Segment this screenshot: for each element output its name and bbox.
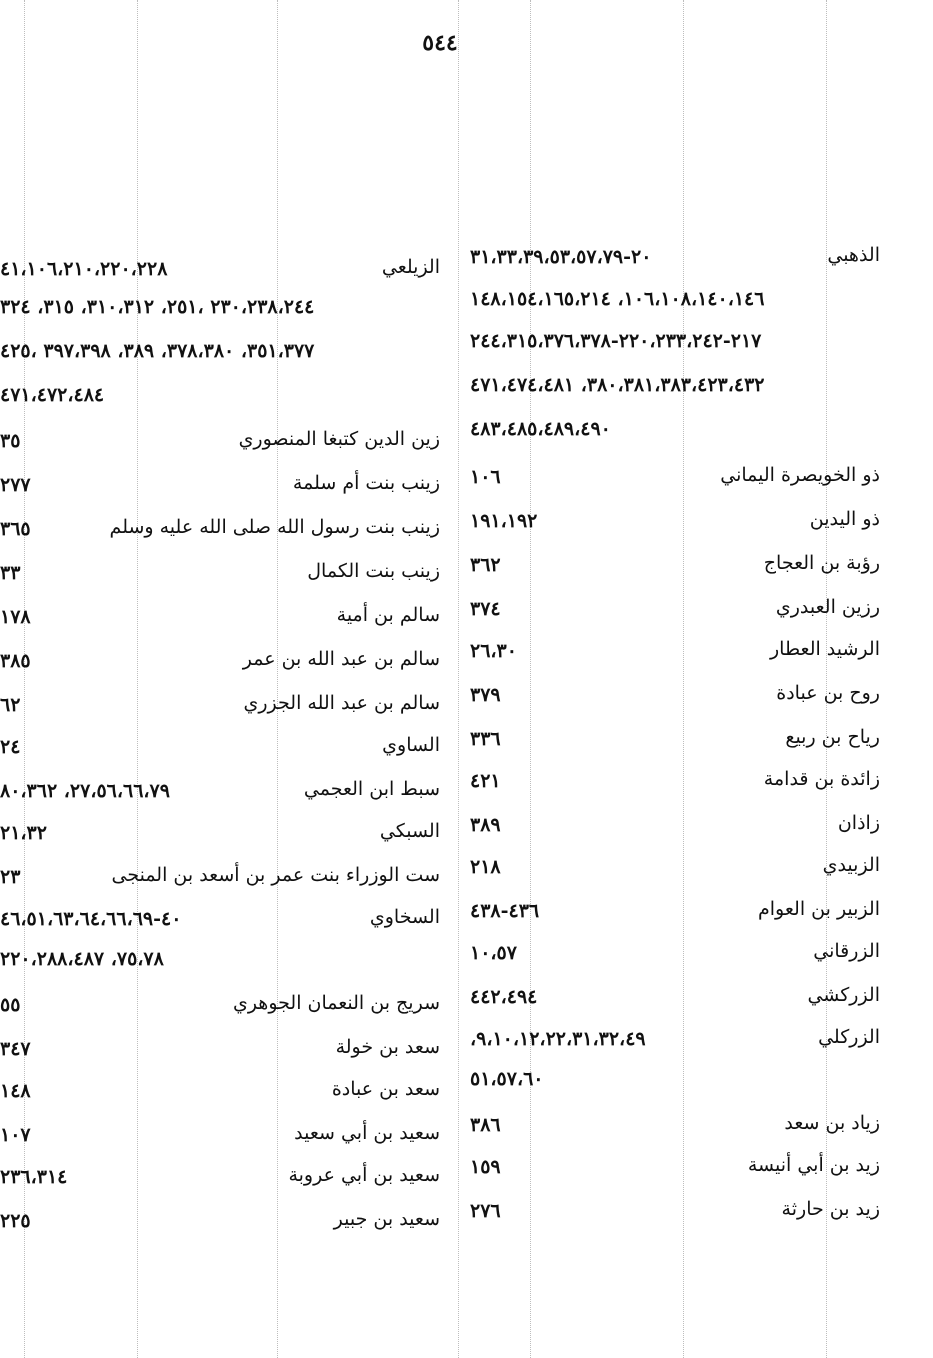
index-entry	[0, 774, 440, 818]
index-entry	[0, 860, 440, 904]
index-entry	[0, 730, 440, 774]
entry-pages: ٤٠-٤٦،٥١،٦٣،٦٤،٦٦،٦٩	[0, 908, 182, 930]
entry-pages: ١٧٨	[0, 606, 31, 628]
entry-name: زائدة بن قدامة	[763, 768, 880, 790]
entry-pages: ٣٨٥	[0, 650, 31, 672]
index-entry	[470, 634, 880, 678]
index-entry	[470, 592, 880, 636]
entry-name: زينب بنت الكمال	[307, 560, 440, 582]
entry-name: زينب بنت أم سلمة	[292, 472, 440, 494]
index-entry	[470, 936, 880, 980]
entry-page-continuation: ٧٥،٧٨، ٢٢٠،٢٨٨،٤٨٧	[0, 948, 164, 970]
entry-name: ذو اليدين	[809, 508, 880, 530]
entry-name: الزرقاني	[813, 940, 880, 962]
entry-name: رزين العبدري	[775, 596, 880, 618]
entry-pages: ٣٦٢	[470, 554, 501, 576]
entry-name: الزركلي	[818, 1026, 880, 1048]
entry-pages: ١٤٨	[0, 1080, 31, 1102]
entry-name: سعيد بن أبي سعيد	[294, 1122, 440, 1144]
entry-pages: ٣٣٦	[470, 728, 501, 750]
index-entry	[0, 1204, 440, 1248]
index-entry	[0, 424, 440, 468]
index-entry	[470, 504, 880, 548]
entry-pages: ٣٨٩	[470, 814, 501, 836]
entry-name: سعد بن عبادة	[331, 1078, 440, 1100]
index-entry	[470, 722, 880, 766]
entry-pages: ٤٣٦-٤٣٨	[470, 900, 540, 922]
index-entry	[0, 988, 440, 1032]
entry-pages: ٢٧٦	[470, 1200, 501, 1222]
entry-pages: ٢٢٥	[0, 1210, 31, 1232]
page-number: ٥٤٤	[422, 30, 458, 56]
index-entry	[470, 850, 880, 894]
entry-pages: ٣٧٤	[470, 598, 501, 620]
entry-name: سعيد بن أبي عروبة	[288, 1164, 440, 1186]
entry-name: سالم بن أمية	[336, 604, 440, 626]
entry-pages: ٢٤	[0, 736, 21, 758]
entry-pages: ٣٧٩	[470, 684, 501, 706]
dotted-rule	[458, 0, 459, 1358]
entry-name: زين الدين كتبغا المنصوري	[238, 428, 440, 450]
entry-pages: ٥٥	[0, 994, 21, 1016]
entry-page-continuation: ٤٧١،٤٧٢،٤٨٤	[0, 384, 105, 406]
entry-name: الذهبي	[827, 244, 880, 266]
entry-name: سالم بن عبد الله الجزري	[243, 692, 440, 714]
entry-pages: ٣٨٦	[470, 1114, 501, 1136]
index-entry	[0, 252, 440, 296]
entry-pages: ٢٧،٥٦،٦٦،٧٩، ٨٠،٣٦٢	[0, 780, 170, 802]
index-entry	[0, 1074, 440, 1118]
entry-pages: ٢٣	[0, 866, 21, 888]
index-entry	[0, 902, 440, 946]
entry-name: الزيلعي	[381, 256, 440, 278]
entry-page-continuation: ٤٨٣،٤٨٥،٤٨٩،٤٩٠	[470, 418, 611, 440]
index-entry	[0, 816, 440, 860]
index-entry	[470, 764, 880, 808]
index-entry	[470, 460, 880, 504]
entry-name: الساوي	[382, 734, 440, 756]
entry-pages: ٢٧٧	[0, 474, 31, 496]
index-entry	[0, 1160, 440, 1204]
entry-pages: ٣٦٥	[0, 518, 31, 540]
entry-name: السخاوي	[369, 906, 440, 928]
entry-pages: ٣٤٧	[0, 1038, 31, 1060]
index-entry	[470, 1022, 880, 1066]
entry-pages: ٤٤٢،٤٩٤	[470, 986, 538, 1008]
entry-name: روح بن عبادة	[776, 682, 880, 704]
entry-name: الرشيد العطار	[769, 638, 880, 660]
entry-name: السبكي	[379, 820, 440, 842]
entry-name: سالم بن عبد الله بن عمر	[242, 648, 440, 670]
index-entry	[0, 600, 440, 644]
index-entry	[0, 644, 440, 688]
entry-name: سريج بن النعمان الجوهري	[232, 992, 440, 1014]
entry-pages: ٤٢١	[470, 770, 501, 792]
entry-pages: ١٥٩	[470, 1156, 501, 1178]
entry-name: سعيد بن جبير	[333, 1208, 440, 1230]
index-entry	[470, 548, 880, 592]
entry-name: زيد بن أبي أنيسة	[747, 1154, 880, 1176]
entry-pages: ١٠،٥٧	[470, 942, 517, 964]
index-entry	[0, 1032, 440, 1076]
entry-pages: ٣٥	[0, 430, 21, 452]
entry-name: زينب بنت رسول الله صلى الله عليه وسلم	[109, 516, 440, 538]
entry-name: زيد بن حارثة	[781, 1198, 880, 1220]
entry-page-continuation: ٢٣٠،٢٣٨،٢٤٤ ،٢٥١، ٣١٠،٣١٢، ٣١٥، ٣٢٤	[0, 296, 315, 318]
entry-name: رؤبة بن العجاج	[763, 552, 880, 574]
entry-pages: ١٠٦	[470, 466, 501, 488]
entry-pages: ٢٣٦،٣١٤	[0, 1166, 68, 1188]
entry-page-continuation: ٣٥١،٣٧٧، ٣٧٨،٣٨٠، ٣٨٩، ٣٩٧،٣٩٨ ،٤٢٥	[0, 340, 315, 362]
index-entry	[0, 1118, 440, 1162]
entry-pages: ٦٢	[0, 694, 21, 716]
entry-name: سبط ابن العجمي	[303, 778, 440, 800]
index-entry	[470, 1150, 880, 1194]
index-entry	[470, 1108, 880, 1152]
index-entry	[470, 678, 880, 722]
entry-pages: ٢٦،٣٠	[470, 640, 517, 662]
entry-pages: ١٠٧	[0, 1124, 31, 1146]
entry-page-continuation: ٢١٧-٢٢٠،٢٣٣،٢٤٢-٢٤٤،٣١٥،٣٧٦،٣٧٨	[470, 330, 762, 352]
entry-name: الزبير بن العوام	[758, 898, 880, 920]
entry-pages: ٩،١٠،١٢،٢٢،٣١،٣٢،٤٩،	[470, 1028, 646, 1050]
entry-pages: ٢٠-٣١،٣٣،٣٩،٥٣،٥٧،٧٩	[470, 246, 652, 268]
entry-pages: ١٩١،١٩٢	[470, 510, 538, 532]
entry-name: الزبيدي	[822, 854, 880, 876]
entry-name: ذو الخويصرة اليماني	[720, 464, 880, 486]
entry-pages: ٢١٨	[470, 856, 501, 878]
index-entry	[0, 688, 440, 732]
index-entry	[0, 512, 440, 556]
entry-page-continuation: ٣٨٠،٣٨١،٣٨٣،٤٢٣،٤٣٢، ٤٧١،٤٧٤،٤٨١	[470, 374, 765, 396]
entry-pages: ٣٣	[0, 562, 21, 584]
index-entry	[0, 468, 440, 512]
entry-page-continuation: ٥١،٥٧،٦٠	[470, 1068, 544, 1090]
entry-name: زاذان	[837, 812, 880, 834]
entry-page-continuation: ١٠٦،١٠٨،١٤٠،١٤٦، ١٤٨،١٥٤،١٦٥،٢١٤	[470, 288, 765, 310]
entry-name: زياد بن سعد	[784, 1112, 880, 1134]
index-entry	[470, 980, 880, 1024]
entry-name: رياح بن ربيع	[785, 726, 880, 748]
index-entry	[470, 240, 880, 284]
entry-pages: ٤١،١٠٦،٢١٠،٢٢٠،٢٢٨	[0, 258, 168, 280]
index-entry	[470, 894, 880, 938]
index-entry	[470, 808, 880, 852]
index-entry	[470, 1194, 880, 1238]
entry-name: الزركشي	[807, 984, 880, 1006]
index-entry	[0, 556, 440, 600]
entry-pages: ٢١،٣٢	[0, 822, 47, 844]
entry-name: ست الوزراء بنت عمر بن أسعد بن المنجى	[111, 864, 440, 886]
entry-name: سعد بن خولة	[335, 1036, 440, 1058]
